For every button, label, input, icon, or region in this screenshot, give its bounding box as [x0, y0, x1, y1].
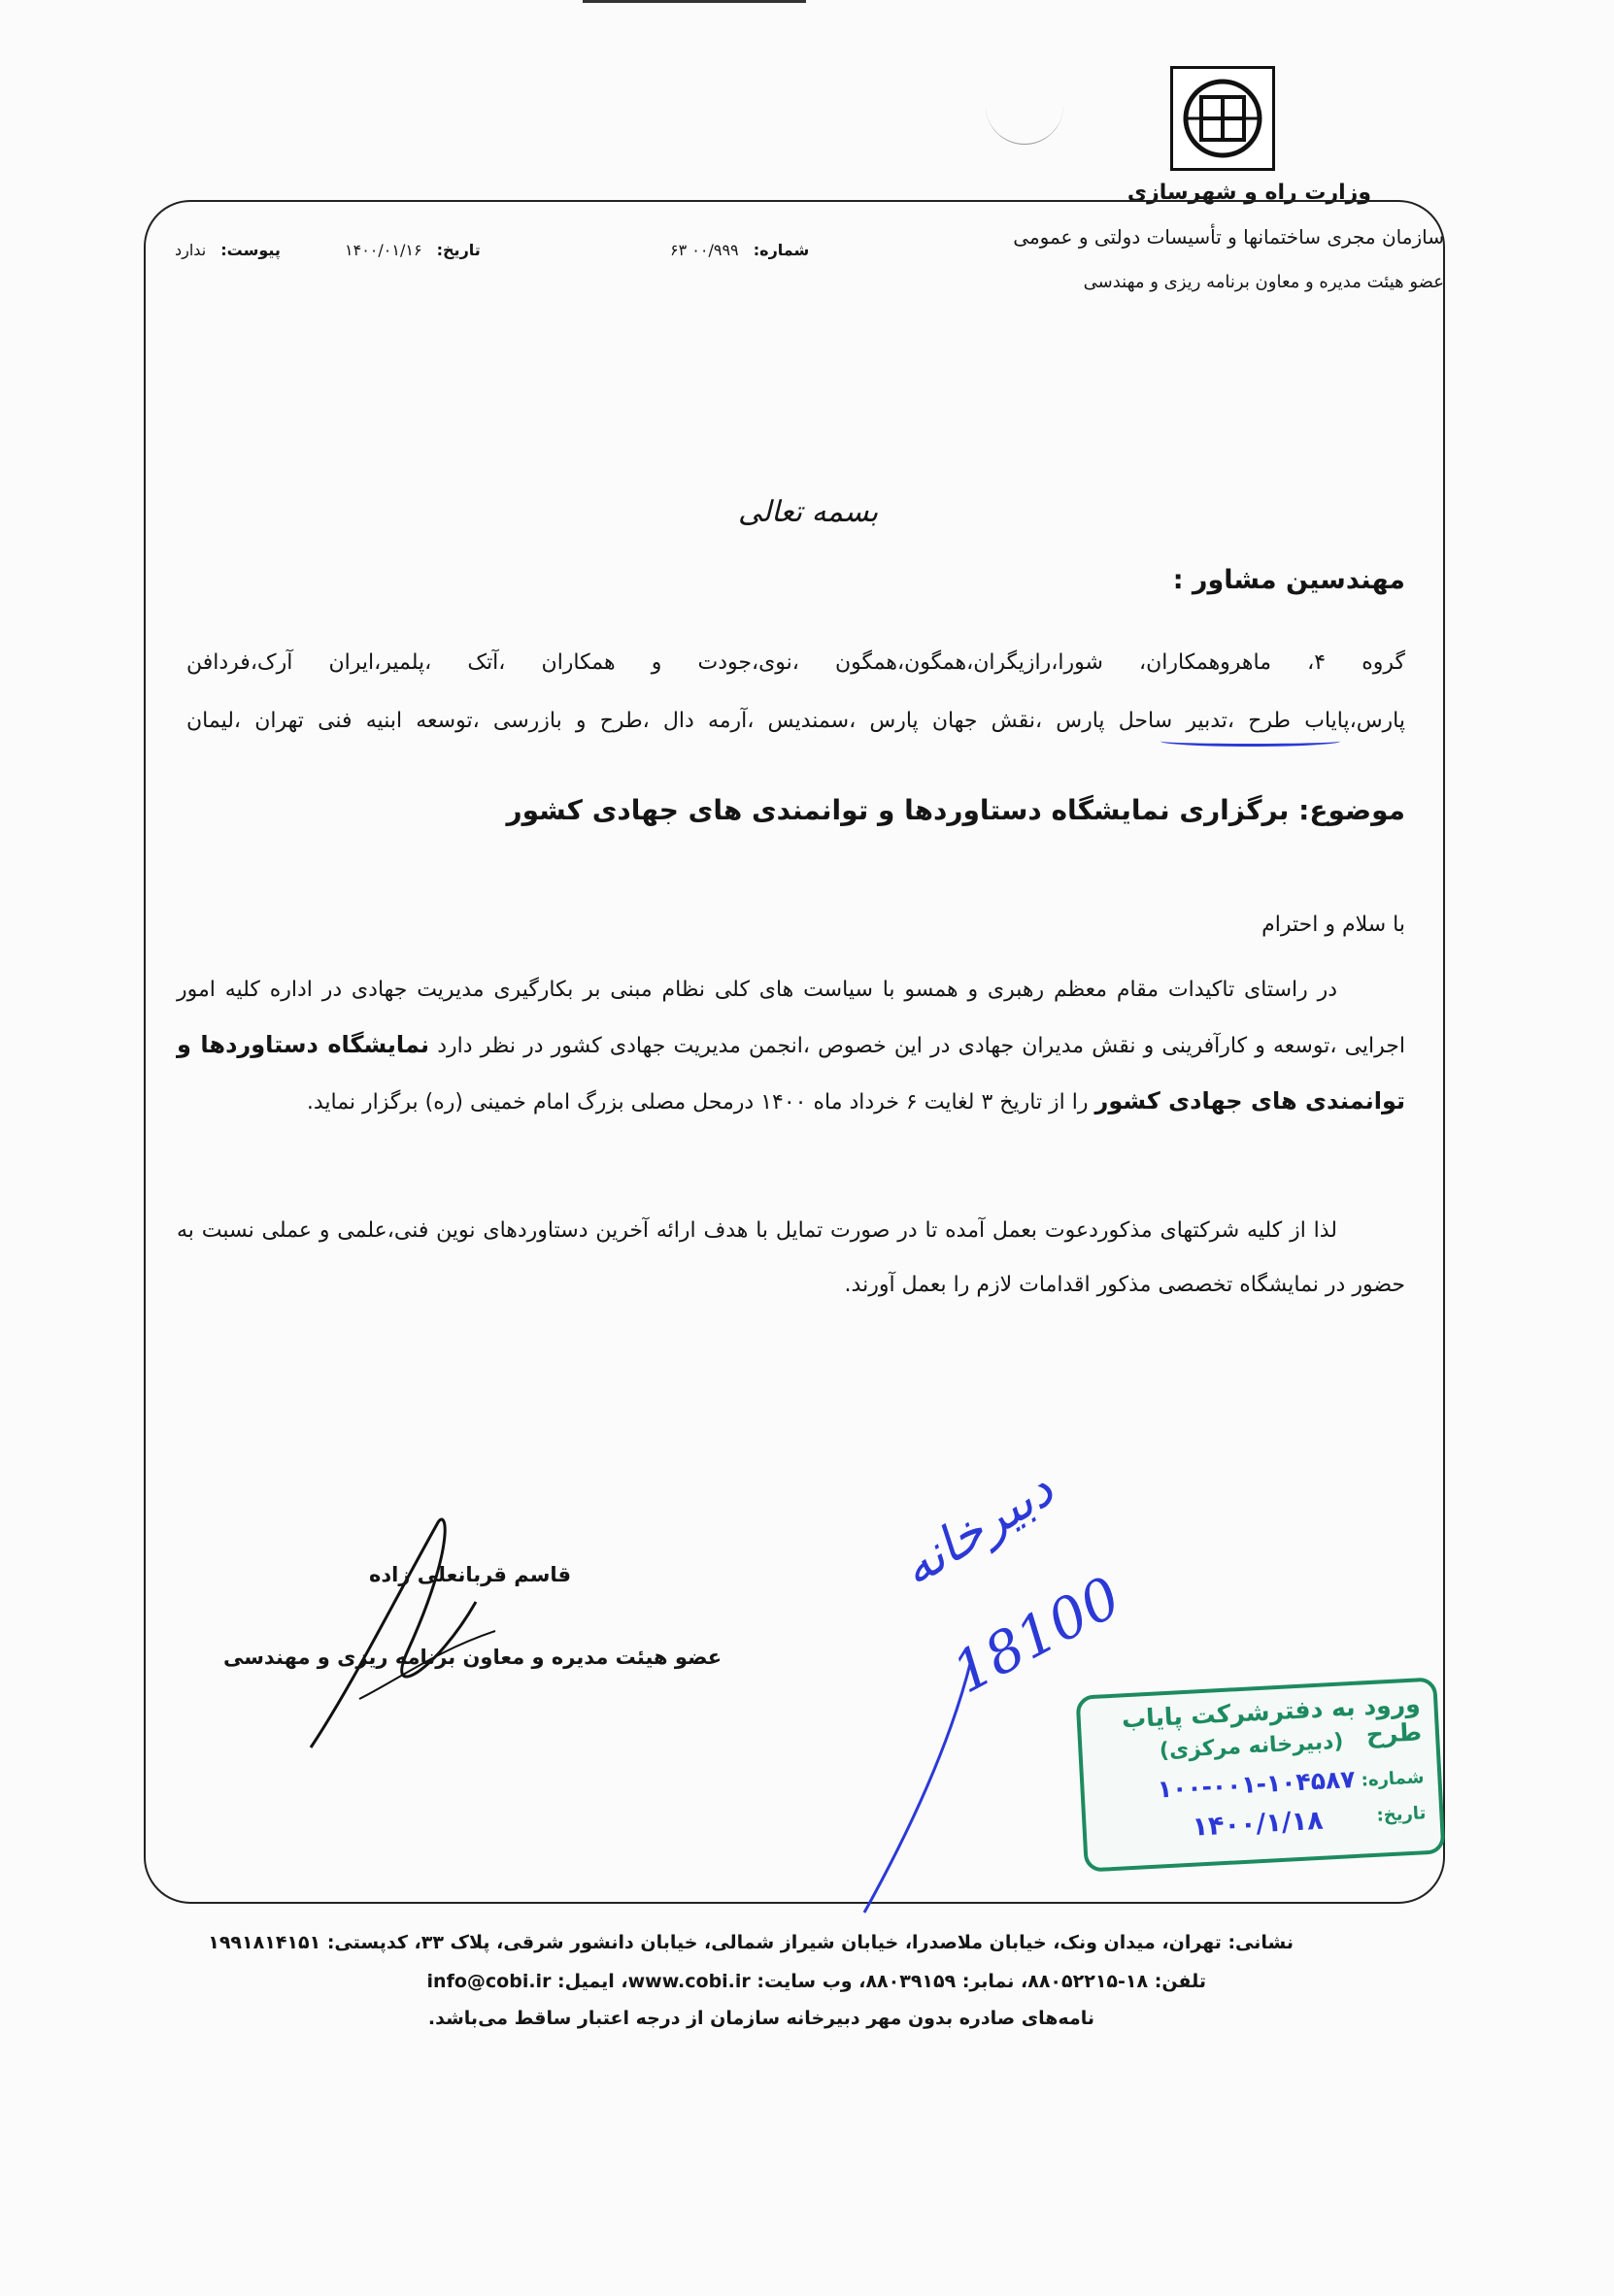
footer-notice: نامه‌های صادره بدون مهر دبیرخانه سازمان از درجه اعتبار ساقط می‌باشد.: [427, 2008, 1094, 2029]
stamp-date-value: ۱۴۰۰/۱/۱۸: [1191, 1805, 1325, 1843]
footer-contact: تلفن: ۱۸-۸۸۰۵۲۲۱۵، نمابر: ۸۸۰۳۹۱۵۹، وب سایت: www.cobi.ir، ایمیل: info@cobi.ir: [426, 1971, 1206, 1992]
recipients-line-2: پارس،پایاب طرح ،تدبیر ساحل پارس ،نقش جهان پارس ،سمندیس ،آرمه دال ،طرح و بازرسی ،توسعه ابنیه فنی تهران ،لیمان: [186, 709, 1405, 733]
corner-curve: [986, 105, 1063, 145]
stamp-title: ورود به دفترشرکت پایاب طرح: [1121, 1689, 1423, 1749]
signer-title: عضو هیئت مدیره و معاون برنامه ریزی و مهندسی: [223, 1646, 723, 1669]
stamp-subtitle: (دبیرخانه مرکزی): [1159, 1729, 1344, 1764]
body-paragraph-1: [177, 963, 1405, 1130]
date-value: ۱۴۰۰/۰۱/۱۶: [345, 241, 422, 259]
ministry-logo: [1170, 66, 1275, 171]
signer-name: قاسم قربانعلی زاده: [369, 1563, 571, 1586]
recipients-line-1: گروه ۴، ماهروهمکاران، شورا،رازیگران،همگون،همگون ،نوی،جودت و همکاران ،آتک ،پلمیر،ایران آرک،فردافن: [186, 650, 1405, 675]
reception-stamp: [1075, 1677, 1445, 1872]
date-label: تاریخ:: [436, 241, 481, 259]
handwritten-underline: [1160, 736, 1340, 747]
paragraph-1-part-2: را از تاریخ ۳ لغایت ۶ خرداد ماه ۱۴۰۰ درمحل مصلی بزرگ امام خمینی (ره) برگزار نماید.: [306, 1090, 1095, 1115]
body-paragraph-2: لذا از کلیه شرکتهای مذکوردعوت بعمل آمده تا در صورت تمایل با هدف ارائه آخرین دستاوردهای نوین فنی،علمی و عملی نسبت به حضور در نمایشگاه تخصصی مذکور اقدامات لازم را بعمل آورند.: [177, 1218, 1405, 1297]
handwritten-stroke: [845, 1650, 991, 1922]
recipient-title: مهندسین مشاور :: [1172, 565, 1405, 595]
number-value: ۰۰/۹۹۹ ۶۳: [670, 241, 739, 259]
handwritten-note: دبیرخانه: [891, 1459, 1064, 1599]
top-edge-mark: [583, 0, 806, 3]
organization-name: سازمان مجری ساختمانها و تأسیسات دولتی و عمومی: [1013, 225, 1444, 249]
stamp-number-value: ۱۰۰-۰۰۱-۱۰۴۵۸۷: [1157, 1764, 1357, 1804]
handwritten-number: 18100: [941, 1563, 1131, 1707]
ministry-name: وزارت راه و شهرسازی: [1126, 181, 1371, 205]
deputy-title: عضو هیئت مدیره و معاون برنامه ریزی و مهندسی: [1083, 272, 1444, 292]
stamp-number-label: شماره:: [1361, 1767, 1425, 1791]
greeting: با سلام و احترام: [1261, 913, 1405, 937]
subject-line: موضوع: برگزاری نمایشگاه دستاوردها و توانمندی های جهادی کشور: [506, 794, 1405, 826]
exhibition-name: نمایشگاه دستاوردها و توانمندی های جهادی کشور: [177, 1031, 1405, 1115]
paragraph-1-part-1: در راستای تاکیدات مقام معظم رهبری و همسو با سیاست های کلی نظام مبنی بر بکارگیری مدیریت جهادی در اداره کلیه امور اجرایی ،توسعه و کارآفرینی و نقش مدیران جهادی در این خصوص ،انجمن مدیریت جهادی کشور در نظر دارد: [177, 978, 1405, 1058]
footer-address: نشانی: تهران، میدان ونک، خیابان ملاصدرا، خیابان شیراز شمالی، خیابان دانشور شرقی، پلاک ۳۳، کدپستی: ۱۹۹۱۸۱۴۱۵۱: [208, 1932, 1294, 1953]
attachment-value: ندارد: [175, 241, 207, 259]
handwritten-signature: [291, 1485, 524, 1757]
stamp-date-label: تاریخ:: [1376, 1803, 1427, 1826]
attachment-label: پیوست:: [220, 241, 281, 259]
number-label: شماره:: [753, 241, 810, 259]
bismillah: بسمه تعالی: [738, 495, 879, 529]
